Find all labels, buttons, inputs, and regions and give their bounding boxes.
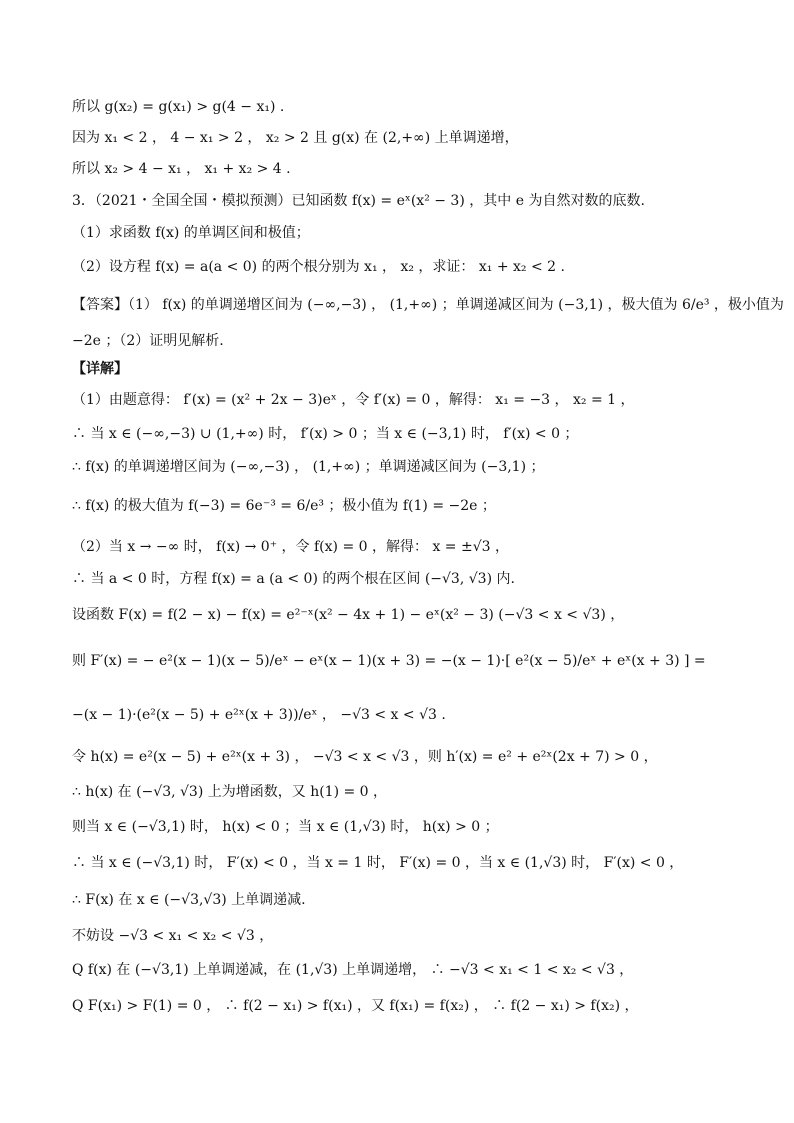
text-line: （1）由题意得： f′(x) = (x² + 2x − 3)eˣ ，令 f′(x) = 0 ，解得： x₁ = −3 ， x₂ = 1 ， bbox=[72, 392, 635, 408]
text-line: ∴ 当 x ∈ (−√3,1) 时， F′(x) < 0 ，当 x = 1 时， F′(x) = 0 ，当 x ∈ (1,√3) 时， F′(x) < 0 ， bbox=[72, 855, 684, 871]
text-line: 不妨设 −√3 < x₁ < x₂ < √3 ， bbox=[72, 928, 274, 944]
text-line: 则当 x ∈ (−√3,1) 时， h(x) < 0 ；当 x ∈ (1,√3) 时， h(x) > 0 ； bbox=[72, 819, 499, 835]
text-line: ∴ 当 x ∈ (−∞,−3) ∪ (1,+∞) 时， f′(x) > 0 ；当 x ∈ (−3,1) 时， f′(x) < 0 ； bbox=[72, 426, 579, 442]
text-line: Q F(x₁) > F(1) = 0 ， ∴ f(2 − x₁) > f(x₁) ，又 f(x₁) = f(x₂) ， ∴ f(2 − x₁) > f(x₂) ， bbox=[72, 998, 639, 1014]
text-line: Q f(x) 在 (−√3,1) 上单调递减，在 (1,√3) 上单调递增， ∴ −√3 < x₁ < 1 < x₂ < √3 ， bbox=[72, 962, 634, 978]
text-line: ∴ 当 a < 0 时，方程 f(x) = a (a < 0) 的两个根在区间 (−√3, √3) 内. bbox=[72, 571, 515, 587]
text-line: ∴ f(x) 的单调递增区间为 (−∞,−3) ， (1,+∞) ；单调递减区间为 (−3,1) ； bbox=[72, 459, 545, 475]
problem-part-1: （1）求函数 f(x) 的单调区间和极值； bbox=[72, 225, 310, 241]
answer-line: 【答案】（1） f(x) 的单调递增区间为 (−∞,−3) ， (1,+∞) ；单调递减区间为 (−3,1) ，极大值为 6/e³ ，极小值为 bbox=[72, 297, 784, 313]
text-line: 所以 x₂ > 4 − x₁ ， x₁ + x₂ > 4 . bbox=[72, 161, 291, 177]
problem-statement: 3．（2021・全国全国・模拟预测）已知函数 f(x) = eˣ(x² − 3) ，其中 e 为自然对数的底数. bbox=[72, 193, 645, 209]
answer-line: −2e ；（2）证明见解析. bbox=[72, 333, 224, 349]
text-line: 则 F′(x) = − e²(x − 1)(x − 5)/eˣ − eˣ(x − 1)(x + 3) = −(x − 1)·[ e²(x − 5)/eˣ + eˣ(x + 3) ] = bbox=[72, 653, 706, 669]
text-line: 所以 g(x₂) = g(x₁) > g(4 − x₁) . bbox=[72, 99, 285, 115]
text-line: −(x − 1)·(e²(x − 5) + e²ˣ(x + 3))/eˣ ， −√3 < x < √3 . bbox=[72, 707, 446, 723]
text-line: 因为 x₁ < 2 ， 4 − x₁ > 2 ， x₂ > 2 且 g(x) 在 (2,+∞) 上单调递增， bbox=[72, 130, 519, 146]
text-line: ∴ h(x) 在 (−√3, √3) 上为增函数，又 h(1) = 0 ， bbox=[72, 784, 388, 800]
detail-heading: 【详解】 bbox=[72, 361, 128, 377]
text-line: 令 h(x) = e²(x − 5) + e²ˣ(x + 3) ， −√3 < x < √3 ，则 h′(x) = e² + e²ˣ(2x + 7) > 0 ， bbox=[72, 749, 658, 765]
problem-part-2: （2）设方程 f(x) = a(a < 0) 的两个根分别为 x₁ ， x₂ ，求证： x₁ + x₂ < 2 . bbox=[72, 259, 565, 275]
text-line: ∴ f(x) 的极大值为 f(−3) = 6e⁻³ = 6/e³ ；极小值为 f(1) = −2e ； bbox=[72, 498, 496, 514]
text-line: ∴ F(x) 在 x ∈ (−√3,√3) 上单调递减. bbox=[72, 892, 306, 908]
text-line: （2）当 x → −∞ 时， f(x) → 0⁺ ，令 f(x) = 0 ，解得： x = ±√3 ， bbox=[72, 539, 509, 555]
text-line: 设函数 F(x) = f(2 − x) − f(x) = e²⁻ˣ(x² − 4x + 1) − eˣ(x² − 3) (−√3 < x < √3) ， bbox=[72, 607, 625, 623]
